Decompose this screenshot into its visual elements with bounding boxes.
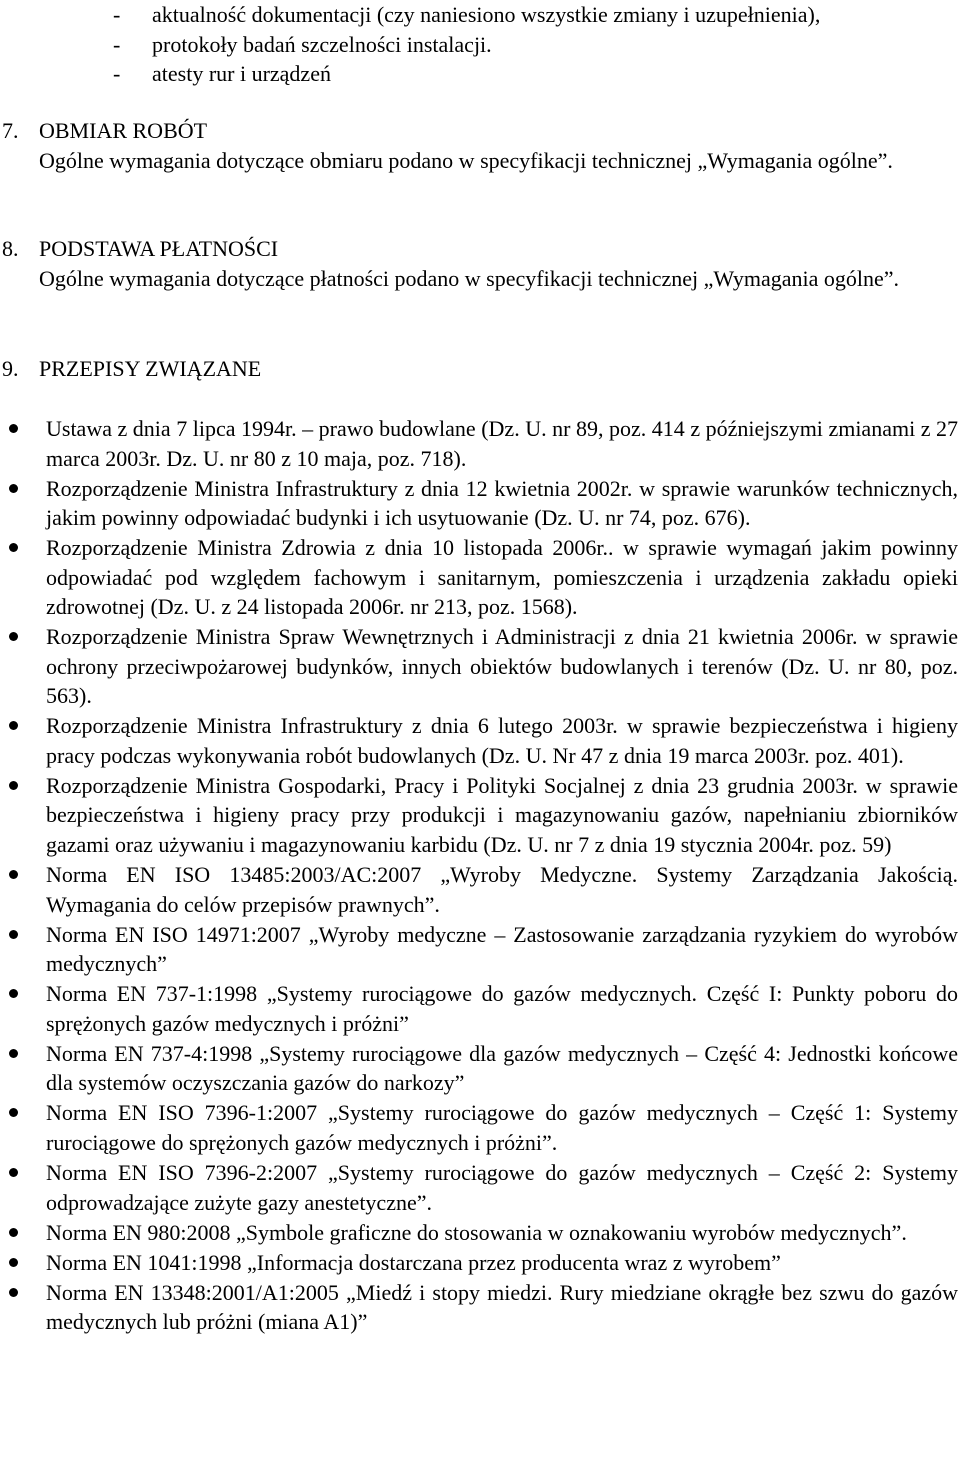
bullet-icon [9, 484, 18, 493]
list-item-text: Ustawa z dnia 7 lipca 1994r. – prawo budowlane (Dz. U. nr 89, poz. 414 z późniejszymi zmianami z 27 marca 2003r. Dz. U. nr 80 z 10 maja, poz. 718). [46, 416, 958, 471]
bullet-icon [9, 1108, 18, 1117]
bullet-icon [9, 632, 18, 641]
list-item [0, 711, 960, 770]
bullet-icon [9, 543, 18, 552]
bullet-icon [9, 989, 18, 998]
list-item-text: Rozporządzenie Ministra Zdrowia z dnia 10 listopada 2006r.. w sprawie wymagań jakim powinny odpowiadać pod względem fachowym i sanitarnym, pomieszczenia i urządzenia zakładu opieki zdrowotnej (Dz. U. z 24 listopada 2006r. nr 213, poz. 1568). [46, 535, 958, 620]
list-item-text: Rozporządzenie Ministra Infrastruktury z dnia 6 lutego 2003r. w sprawie bezpieczeństwa i higieny pracy podczas wykonywania robót budowlanych (Dz. U. Nr 47 z dnia 19 marca 2003r. poz. 401). [46, 713, 958, 768]
section-title: PODSTAWA PŁATNOŚCI [39, 236, 279, 261]
section-number: 8. [2, 236, 19, 261]
list-item [0, 920, 960, 979]
bullet-icon [9, 1049, 18, 1058]
list-item-text: Norma EN ISO 7396-1:2007 „Systemy rurociągowe do gazów medycznych – Część 1: Systemy rurociągowe do sprężonych gazów medycznych i próżni”. [46, 1100, 958, 1155]
list-item [0, 1039, 960, 1098]
bullet-icon [9, 870, 18, 879]
bullet-icon [9, 930, 18, 939]
bullet-icon [9, 1258, 18, 1267]
list-item-text: Rozporządzenie Ministra Infrastruktury z dnia 12 kwietnia 2002r. w sprawie warunków technicznych, jakim powinny odpowiadać budynki i ich usytuowanie (Dz. U. nr 74, poz. 676). [46, 475, 958, 531]
list-item-text: Norma EN 13348:2001/A1:2005 „Miedź i stopy miedzi. Rury miedziane okrągłe bez szwu do gazów medycznych lub próżni (miana A1)” [46, 1279, 958, 1335]
list-item-text: Rozporządzenie Ministra Gospodarki, Pracy i Polityki Socjalnej z dnia 23 grudnia 2003r. w sprawie bezpieczeństwa i higieny pracy przy produkcji i magazynowaniu gazów, napełnianiu zbiorników gazami oraz używaniu i magazynowaniu karbidu (Dz. U. nr 7 z dnia 19 stycznia 2004r. poz. 59) [46, 772, 958, 857]
regulations-list [0, 414, 960, 1337]
list-item [0, 414, 960, 473]
list-item-text: Norma EN 737-4:1998 „Systemy rurociągowe dla gazów medycznych – Część 4: Jednostki końcowe dla systemów oczyszczania gazów do narkozy” [46, 1040, 958, 1096]
section-7-heading [0, 116, 960, 146]
bullet-icon [9, 781, 18, 790]
section-title: OBMIAR ROBÓT [39, 118, 208, 143]
list-item-text: Norma EN 980:2008 „Symbole graficzne do stosowania w oznakowaniu wyrobów medycznych”. [46, 1219, 907, 1245]
section-8-body: Ogólne wymagania dotyczące płatności podano w specyfikacji technicznej „Wymagania ogólne”. [39, 265, 899, 291]
list-item-text: Norma EN ISO 14971:2007 „Wyroby medyczne – Zastosowanie zarządzania ryzykiem do wyrobów medycznych” [46, 921, 958, 977]
section-number: 9. [2, 356, 19, 381]
dash-item: - aktualność dokumentacji (czy naniesiono wszystkie zmiany i uzupełnienia), [113, 0, 847, 30]
list-item [0, 1278, 960, 1337]
list-item-text: Norma EN ISO 7396-2:2007 „Systemy rurociągowe do gazów medycznych – Część 2: Systemy odprowadzające zużyte gazy anestetyczne”. [46, 1160, 958, 1215]
list-item [0, 1098, 960, 1157]
list-item [0, 474, 960, 533]
list-item-text: Rozporządzenie Ministra Spraw Wewnętrznych i Administracji z dnia 21 kwietnia 2006r. w sprawie ochrony przeciwpożarowej budynków, innych obiektów budowlanych i terenów (Dz. U. nr 80, poz. 563). [46, 624, 958, 709]
list-item [0, 533, 960, 622]
list-item [0, 860, 960, 919]
list-item [0, 771, 960, 860]
bullet-icon [9, 1168, 18, 1177]
list-item [0, 1158, 960, 1217]
dash-item: - protokoły badań szczelności instalacji. [113, 30, 847, 60]
list-item [0, 1218, 960, 1248]
requirements-dash-list [0, 0, 847, 89]
section-number: 7. [2, 118, 19, 143]
section-9 [0, 354, 960, 384]
list-item [0, 979, 960, 1038]
list-item-text: Norma EN 1041:1998 „Informacja dostarczana przez producenta wraz z wyrobem” [46, 1249, 781, 1275]
bullet-icon [9, 1228, 18, 1237]
list-item [0, 1248, 960, 1278]
section-title: PRZEPISY ZWIĄZANE [39, 356, 262, 381]
section-9-heading [0, 354, 960, 384]
bullet-icon [9, 424, 18, 433]
section-8 [0, 234, 960, 293]
section-8-heading [0, 234, 960, 264]
bullet-icon [9, 1288, 18, 1297]
list-item-text: Norma EN ISO 13485:2003/AC:2007 „Wyroby Medyczne. Systemy Zarządzania Jakością. Wymagania do celów przepisów prawnych”. [46, 862, 958, 917]
list-item-text: Norma EN 737-1:1998 „Systemy rurociągowe do gazów medycznych. Część I: Punkty poboru do sprężonych gazów medycznych i próżni” [46, 981, 958, 1036]
section-7 [0, 116, 960, 175]
bullet-icon [9, 721, 18, 730]
list-item [0, 622, 960, 711]
section-7-body: Ogólne wymagania dotyczące obmiaru podano w specyfikacji technicznej „Wymagania ogólne”. [39, 147, 893, 173]
dash-item: - atesty rur i urządzeń [113, 59, 847, 89]
